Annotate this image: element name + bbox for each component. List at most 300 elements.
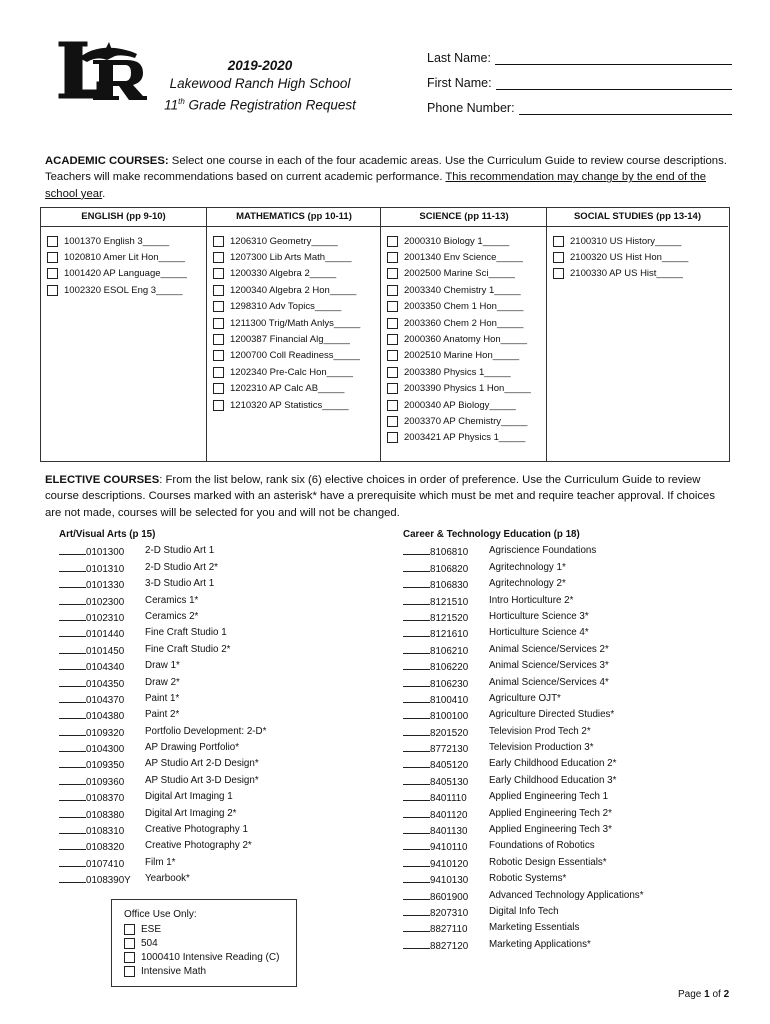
elective-row: [403, 593, 644, 609]
field-label: Last Name:: [427, 51, 491, 65]
elective-row: [403, 822, 644, 838]
rank-blank-input[interactable]: [403, 560, 430, 572]
course-name: 2-D Studio Art 2*: [145, 561, 218, 573]
course-code: [403, 543, 489, 559]
course-name: Ceramics 2*: [145, 610, 199, 622]
course-option[interactable]: [213, 249, 381, 265]
course-label: 2001340 Env Science_____: [404, 252, 523, 264]
rank-blank-input[interactable]: [59, 576, 86, 588]
rank-blank-input[interactable]: [403, 576, 430, 588]
elective-row: [403, 560, 644, 576]
checkbox[interactable]: [387, 416, 398, 427]
elective-row: [403, 756, 644, 772]
rank-blank-input[interactable]: [403, 707, 430, 719]
course-option[interactable]: [387, 282, 547, 298]
course-number: 8405120: [430, 760, 469, 772]
course-option[interactable]: [47, 282, 206, 298]
rank-blank-input[interactable]: [59, 789, 86, 801]
checkbox[interactable]: [124, 938, 135, 949]
course-option[interactable]: [213, 348, 381, 364]
course-code: [403, 888, 489, 904]
course-code: [403, 576, 489, 592]
course-number: 8100410: [430, 694, 469, 706]
course-name: Fine Craft Studio 1: [145, 627, 227, 639]
course-label: 2000360 Anatomy Hon_____: [404, 334, 528, 346]
course-name: Animal Science/Services 4*: [489, 676, 609, 688]
course-name: Digital Info Tech: [489, 905, 559, 917]
course-name: Animal Science/Services 2*: [489, 643, 609, 655]
rank-blank-input[interactable]: [59, 773, 86, 785]
checkbox[interactable]: [124, 924, 135, 935]
column-header: SOCIAL STUDIES (pp 13-14): [547, 208, 728, 227]
checkbox[interactable]: [213, 301, 224, 312]
elective-row: [403, 888, 644, 904]
course-option[interactable]: [387, 233, 547, 249]
course-option[interactable]: [553, 233, 728, 249]
course-label: 2002510 Marine Hon_____: [404, 350, 520, 362]
course-number: 9410110: [430, 842, 468, 854]
option-label: 504: [141, 937, 158, 949]
course-number: 8601900: [430, 891, 469, 903]
elective-row: [59, 756, 266, 772]
course-number: 0109320: [86, 727, 125, 739]
course-code: [59, 543, 145, 559]
elective-row: [403, 691, 644, 707]
course-option[interactable]: [553, 266, 728, 282]
course-code: [403, 642, 489, 658]
course-code: [403, 789, 489, 805]
checkbox[interactable]: [387, 285, 398, 296]
course-label: 2000340 AP Biology_____: [404, 399, 516, 411]
rank-blank-input[interactable]: [403, 789, 430, 801]
course-code: [59, 691, 145, 707]
rank-blank-input[interactable]: [403, 543, 430, 555]
checkbox[interactable]: [387, 400, 398, 411]
rank-blank-input[interactable]: [403, 773, 430, 785]
course-number: 0109350: [86, 760, 125, 772]
course-label: 2003390 Physics 1 Hon_____: [404, 383, 531, 395]
course-option[interactable]: [387, 348, 547, 364]
course-label: 1202310 AP Calc AB_____: [230, 383, 345, 395]
course-number: 8121510: [430, 596, 469, 608]
course-option[interactable]: [387, 249, 547, 265]
checkbox[interactable]: [387, 318, 398, 329]
column-header: Art/Visual Arts (p 15): [59, 529, 156, 540]
course-number: 8106820: [430, 563, 469, 575]
course-name: Early Childhood Education 3*: [489, 774, 617, 786]
column-header: MATHEMATICS (pp 10-11): [207, 208, 381, 227]
elective-row: [59, 675, 266, 691]
rank-blank-input[interactable]: [59, 707, 86, 719]
course-code: [403, 560, 489, 576]
rank-blank-input[interactable]: [403, 904, 430, 916]
checkbox[interactable]: [213, 285, 224, 296]
rank-blank-input[interactable]: [59, 838, 86, 850]
course-code: [403, 773, 489, 789]
course-label: 1002320 ESOL Eng 3_____: [64, 284, 183, 296]
course-number: 0108370: [86, 793, 125, 805]
course-name: Television Prod Tech 2*: [489, 725, 591, 737]
course-list: [207, 227, 381, 413]
column-header: SCIENCE (pp 11-13): [381, 208, 547, 227]
checkbox[interactable]: [553, 268, 564, 279]
elective-row: [59, 773, 266, 789]
course-option[interactable]: [213, 397, 381, 413]
course-label: 2100330 AP US Hist_____: [570, 268, 683, 280]
course-code: [403, 822, 489, 838]
course-label: 1298310 Adv Topics_____: [230, 301, 342, 313]
elective-row: [59, 724, 266, 740]
course-code: [403, 920, 489, 936]
elective-row: [403, 871, 644, 887]
checkbox[interactable]: [387, 268, 398, 279]
school-logo: [57, 40, 149, 100]
course-code: [59, 855, 145, 871]
office-option[interactable]: [124, 964, 296, 978]
course-list: [547, 227, 728, 282]
rank-blank-input[interactable]: [59, 642, 86, 654]
checkbox[interactable]: [213, 383, 224, 394]
checkbox[interactable]: [213, 334, 224, 345]
checkbox[interactable]: [387, 350, 398, 361]
rank-blank-input[interactable]: [59, 625, 86, 637]
course-label: 1020810 Amer Lit Hon_____: [64, 252, 185, 264]
course-option[interactable]: [213, 381, 381, 397]
course-option[interactable]: [213, 331, 381, 347]
rank-blank-input[interactable]: [59, 543, 86, 555]
course-number: 8405130: [430, 776, 469, 788]
checkbox[interactable]: [387, 252, 398, 263]
elective-row: [403, 675, 644, 691]
course-option[interactable]: [213, 299, 381, 315]
course-code: [59, 593, 145, 609]
course-number: 0101440: [86, 629, 125, 641]
course-code: [59, 871, 145, 887]
checkbox[interactable]: [387, 432, 398, 443]
checkbox[interactable]: [387, 383, 398, 394]
course-name: Marketing Applications*: [489, 938, 591, 950]
course-option[interactable]: [387, 266, 547, 282]
course-option[interactable]: [387, 299, 547, 315]
course-name: Early Childhood Education 2*: [489, 758, 617, 770]
course-option[interactable]: [387, 430, 547, 446]
course-option[interactable]: [387, 331, 547, 347]
course-code: [59, 724, 145, 740]
course-number: 9410130: [430, 875, 469, 887]
elective-row: [403, 855, 644, 871]
checkbox[interactable]: [47, 252, 58, 263]
course-option[interactable]: [213, 315, 381, 331]
elective-row: [403, 740, 644, 756]
rank-blank-input[interactable]: [59, 691, 86, 703]
field-label: First Name:: [427, 76, 492, 90]
elective-row: [59, 658, 266, 674]
course-option[interactable]: [213, 364, 381, 380]
course-number: 8106810: [430, 547, 469, 559]
course-number: 8106230: [430, 678, 469, 690]
elective-row: [59, 855, 266, 871]
course-option[interactable]: [387, 381, 547, 397]
course-option[interactable]: [213, 233, 381, 249]
course-number: 8106220: [430, 662, 469, 674]
elective-row: [403, 920, 644, 936]
course-name: Applied Engineering Tech 1: [489, 791, 609, 803]
rank-blank-input[interactable]: [59, 593, 86, 605]
course-name: Intro Horticulture 2*: [489, 594, 574, 606]
rank-blank-input[interactable]: [59, 675, 86, 687]
course-option[interactable]: [387, 315, 547, 331]
checkbox[interactable]: [387, 367, 398, 378]
checkbox[interactable]: [213, 252, 224, 263]
course-code: [59, 642, 145, 658]
checkbox[interactable]: [213, 400, 224, 411]
course-name: AP Drawing Portfolio*: [145, 742, 240, 754]
elective-row: [403, 625, 644, 641]
course-label: 1207300 Lib Arts Math_____: [230, 252, 352, 264]
course-code: [403, 855, 489, 871]
course-code: [403, 691, 489, 707]
elective-row: [403, 838, 644, 854]
rank-blank-input[interactable]: [59, 560, 86, 572]
course-name: Draw 1*: [145, 660, 180, 672]
rank-blank-input[interactable]: [403, 724, 430, 736]
rank-blank-input[interactable]: [403, 822, 430, 834]
course-label: 2003350 Chem 1 Hon_____: [404, 301, 524, 313]
checkbox[interactable]: [213, 318, 224, 329]
course-number: 8201520: [430, 727, 469, 739]
course-number: 8401130: [430, 826, 468, 838]
course-option[interactable]: [213, 282, 381, 298]
elective-instructions: ELECTIVE COURSES: From the list below, rank six (6) elective choices in order of preference. Use the Curriculum Guide to review course descriptions. Courses marked with an asterisk* have a prerequisite which must be met and require teacher approval. If choices are not made, courses will be selected for you and will not be changed.: [45, 474, 715, 519]
field-line-input[interactable]: [495, 50, 732, 65]
checkbox[interactable]: [213, 350, 224, 361]
course-name: Advanced Technology Applications*: [489, 889, 644, 901]
checkbox[interactable]: [47, 268, 58, 279]
option-label: Intensive Math: [141, 965, 207, 977]
rank-blank-input[interactable]: [403, 609, 430, 621]
course-name: Paint 2*: [145, 709, 180, 721]
course-number: 0109360: [86, 776, 125, 788]
rank-blank-input[interactable]: [403, 691, 430, 703]
course-code: [59, 838, 145, 854]
course-code: [59, 822, 145, 838]
elective-row: [403, 937, 644, 953]
office-title: Office Use Only:: [124, 909, 197, 920]
form-title: [150, 57, 370, 115]
elective-row: [59, 691, 266, 707]
elective-row: [403, 806, 644, 822]
course-number: 0104350: [86, 678, 125, 690]
elective-row: [403, 724, 644, 740]
course-number: 0101300: [86, 547, 125, 559]
course-name: Applied Engineering Tech 3*: [489, 824, 612, 836]
course-number: 0102300: [86, 596, 125, 608]
course-code: [403, 707, 489, 723]
rank-blank-input[interactable]: [403, 756, 430, 768]
course-code: [403, 625, 489, 641]
course-name: 3-D Studio Art 1: [145, 578, 215, 590]
academic-column: [546, 208, 728, 461]
course-number: 8827120: [430, 940, 469, 952]
rank-blank-input[interactable]: [403, 920, 430, 932]
rank-blank-input[interactable]: [403, 871, 430, 883]
rank-blank-input[interactable]: [59, 871, 86, 883]
option-label: ESE: [141, 923, 162, 935]
rank-blank-input[interactable]: [403, 658, 430, 670]
checkbox[interactable]: [213, 268, 224, 279]
course-name: Agriscience Foundations: [489, 545, 597, 557]
course-code: [59, 576, 145, 592]
course-name: Portfolio Development: 2-D*: [145, 725, 267, 737]
course-list: [381, 227, 547, 446]
course-label: 2003340 Chemistry 1_____: [404, 284, 521, 296]
elective-row: [59, 642, 266, 658]
course-label: 2002500 Marine Sci_____: [404, 268, 515, 280]
course-option[interactable]: [387, 397, 547, 413]
course-number: 8401110: [430, 793, 467, 805]
elective-row: [403, 642, 644, 658]
rank-blank-input[interactable]: [403, 937, 430, 949]
course-option[interactable]: [47, 233, 206, 249]
page-number: Page 1 of 2: [678, 989, 730, 1000]
field-line-input[interactable]: [519, 100, 732, 115]
rank-blank-input[interactable]: [403, 593, 430, 605]
office-use-box: [111, 899, 297, 987]
rank-blank-input[interactable]: [403, 740, 430, 752]
course-number: 0104340: [86, 662, 125, 674]
office-option[interactable]: [124, 922, 296, 936]
course-label: 2000310 Biology 1_____: [404, 235, 510, 247]
course-label: 2003421 AP Physics 1_____: [404, 432, 526, 444]
rank-blank-input[interactable]: [59, 609, 86, 621]
course-label: 1211300 Trig/Math Anlys_____: [230, 317, 361, 329]
course-number: 8827110: [430, 924, 468, 936]
course-code: [403, 806, 489, 822]
checkbox[interactable]: [387, 236, 398, 247]
course-number: 0101450: [86, 645, 125, 657]
rank-blank-input[interactable]: [59, 740, 86, 752]
career-technology-list: [403, 527, 644, 953]
office-option[interactable]: [124, 936, 296, 950]
course-label: 1202340 Pre-Calc Hon_____: [230, 366, 354, 378]
course-label: 1206310 Geometry_____: [230, 235, 338, 247]
course-label: 2003370 AP Chemistry_____: [404, 415, 528, 427]
course-label: 1200330 Algebra 2_____: [230, 268, 337, 280]
course-code: [59, 789, 145, 805]
rank-blank-input[interactable]: [403, 675, 430, 687]
rank-blank-input[interactable]: [403, 855, 430, 867]
course-label: 1001420 AP Language_____: [64, 268, 187, 280]
course-option[interactable]: [47, 266, 206, 282]
checkbox[interactable]: [553, 236, 564, 247]
checkbox[interactable]: [213, 236, 224, 247]
elective-row: [403, 904, 644, 920]
course-code: [59, 756, 145, 772]
rank-blank-input[interactable]: [59, 724, 86, 736]
course-name: Applied Engineering Tech 2*: [489, 807, 612, 819]
academic-courses-table: [40, 207, 730, 462]
rank-blank-input[interactable]: [403, 625, 430, 637]
course-number: 8106830: [430, 580, 469, 592]
elective-row: [403, 658, 644, 674]
course-list: [41, 227, 206, 299]
rank-blank-input[interactable]: [403, 642, 430, 654]
rank-blank-input[interactable]: [403, 888, 430, 900]
course-name: AP Studio Art 2-D Design*: [145, 758, 259, 770]
course-number: 8106210: [430, 645, 469, 657]
art-visual-arts-list: [59, 527, 266, 888]
checkbox[interactable]: [124, 966, 135, 977]
school-name: Lakewood Ranch High School: [169, 76, 351, 91]
checkbox[interactable]: [124, 952, 135, 963]
info-row: [427, 40, 732, 65]
rank-blank-input[interactable]: [403, 806, 430, 818]
academic-column: [206, 208, 381, 461]
course-code: [403, 937, 489, 953]
rank-blank-input[interactable]: [59, 806, 86, 818]
academic-instructions: ACADEMIC COURSES: Select one course in each of the four academic areas. Use the Curriculum Guide to review course descriptions. Teachers will make recommendations based on current academic performance. This recommendation may change by the end of the school year.: [45, 155, 727, 200]
checkbox[interactable]: [387, 301, 398, 312]
elective-row: [59, 625, 266, 641]
rank-blank-input[interactable]: [59, 658, 86, 670]
course-number: 0104370: [86, 694, 125, 706]
course-code: [59, 707, 145, 723]
course-name: Marketing Essentials: [489, 922, 580, 934]
checkbox[interactable]: [387, 334, 398, 345]
checkbox[interactable]: [553, 252, 564, 263]
course-label: 2003360 Chem 2 Hon_____: [404, 317, 524, 329]
elective-row: [59, 707, 266, 723]
course-number: 0108390Y: [86, 875, 131, 887]
course-number: 9410120: [430, 858, 469, 870]
course-name: Creative Photography 1: [145, 824, 248, 836]
rank-blank-input[interactable]: [59, 756, 86, 768]
elective-row: [403, 609, 644, 625]
course-option[interactable]: [47, 249, 206, 265]
course-label: 1200340 Algebra 2 Hon_____: [230, 284, 357, 296]
course-number: 8100100: [430, 711, 469, 723]
grade-line: 11th Grade Registration Request: [164, 97, 356, 113]
course-name: Yearbook*: [145, 873, 190, 885]
course-name: Foundations of Robotics: [489, 840, 595, 852]
course-option[interactable]: [553, 249, 728, 265]
course-number: 8121610: [430, 629, 469, 641]
course-option[interactable]: [387, 413, 547, 429]
course-name: Agriculture Directed Studies*: [489, 709, 615, 721]
office-option[interactable]: [124, 950, 296, 964]
checkbox[interactable]: [47, 285, 58, 296]
elective-row: [59, 838, 266, 854]
rank-blank-input[interactable]: [59, 822, 86, 834]
course-code: [59, 609, 145, 625]
option-label: 1000410 Intensive Reading (C): [141, 951, 280, 963]
course-name: Horticulture Science 3*: [489, 610, 589, 622]
course-name: 2-D Studio Art 1: [145, 545, 215, 557]
course-option[interactable]: [387, 364, 547, 380]
course-code: [403, 658, 489, 674]
course-label: 1200387 Financial Alg_____: [230, 334, 350, 346]
academic-column: [380, 208, 547, 461]
field-line-input[interactable]: [496, 75, 732, 90]
elective-row: [403, 576, 644, 592]
checkbox[interactable]: [213, 367, 224, 378]
course-option[interactable]: [213, 266, 381, 282]
course-code: [59, 658, 145, 674]
rank-blank-input[interactable]: [59, 855, 86, 867]
checkbox[interactable]: [47, 236, 58, 247]
rank-blank-input[interactable]: [403, 838, 430, 850]
course-name: Digital Art Imaging 2*: [145, 807, 237, 819]
